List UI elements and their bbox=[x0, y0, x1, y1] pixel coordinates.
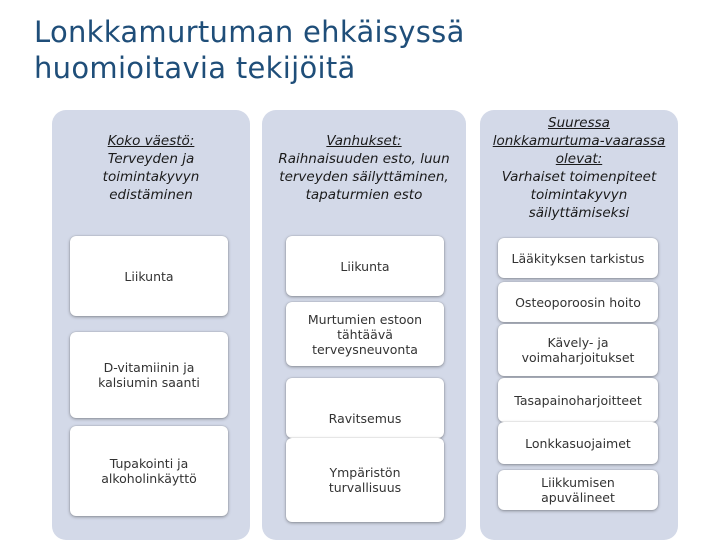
header-line: Varhaiset toimenpiteet bbox=[501, 169, 657, 185]
title-line-1: Lonkkamurtuman ehkäisyssä bbox=[34, 15, 465, 49]
factor-box bbox=[498, 422, 658, 464]
header-line: toimintakyvyn bbox=[530, 187, 628, 203]
column-koko-vaesto bbox=[52, 110, 250, 540]
column-vanhukset bbox=[262, 110, 466, 540]
factor-box bbox=[286, 378, 444, 438]
header-underlined: Suuressa lonkkamurtuma-vaarassa olevat: bbox=[492, 115, 666, 167]
factor-label: Lonkkasuojaimet bbox=[525, 435, 631, 451]
header-line: Raihnaisuuden esto, luun bbox=[278, 151, 450, 167]
factor-box bbox=[70, 426, 228, 516]
page-title bbox=[34, 14, 694, 86]
factor-box bbox=[286, 302, 444, 366]
factor-box bbox=[498, 470, 658, 510]
factor-label: Liikkumisen apuvälineet bbox=[541, 475, 615, 505]
factor-label: Tasapainoharjoitteet bbox=[514, 392, 642, 408]
factor-box bbox=[498, 324, 658, 376]
factor-box bbox=[498, 282, 658, 322]
header-line: tapaturmien esto bbox=[305, 187, 423, 203]
factor-label: Ravitsemus bbox=[328, 410, 402, 426]
factor-label: D-vitamiinin ja kalsiumin saanti bbox=[98, 360, 200, 390]
factor-label: Ympäristön turvallisuus bbox=[328, 465, 402, 495]
column-suuri-riski bbox=[480, 110, 678, 540]
header-underlined: Vanhukset: bbox=[326, 133, 402, 149]
factor-label: Liikunta bbox=[124, 268, 174, 284]
factor-box bbox=[498, 238, 658, 278]
factor-label: Lääkityksen tarkistus bbox=[511, 250, 645, 266]
factor-label: Osteoporoosin hoito bbox=[515, 294, 641, 310]
title-line-2: huomioitavia tekijöitä bbox=[34, 51, 356, 85]
factor-label: Kävely- ja voimaharjoitukset bbox=[521, 335, 635, 365]
factor-box bbox=[286, 236, 444, 296]
header-line: Terveyden ja bbox=[107, 151, 195, 167]
factor-label: Tupakointi ja alkoholinkäyttö bbox=[101, 456, 197, 486]
column-header bbox=[490, 114, 668, 222]
factor-box bbox=[70, 332, 228, 418]
header-line: terveyden säilyttäminen, bbox=[279, 169, 449, 185]
column-header bbox=[262, 132, 466, 204]
factor-label: Liikunta bbox=[340, 258, 390, 274]
factor-label: Murtumien estoon tähtäävä terveysneuvonta bbox=[307, 311, 423, 357]
factor-box bbox=[498, 378, 658, 422]
header-line: edistäminen bbox=[109, 187, 193, 203]
header-line: säilyttämiseksi bbox=[528, 205, 630, 221]
header-underlined: Koko väestö: bbox=[107, 133, 195, 149]
column-header bbox=[52, 132, 250, 204]
factor-box bbox=[70, 236, 228, 316]
header-line: toimintakyvyn bbox=[102, 169, 200, 185]
factor-box bbox=[286, 438, 444, 522]
